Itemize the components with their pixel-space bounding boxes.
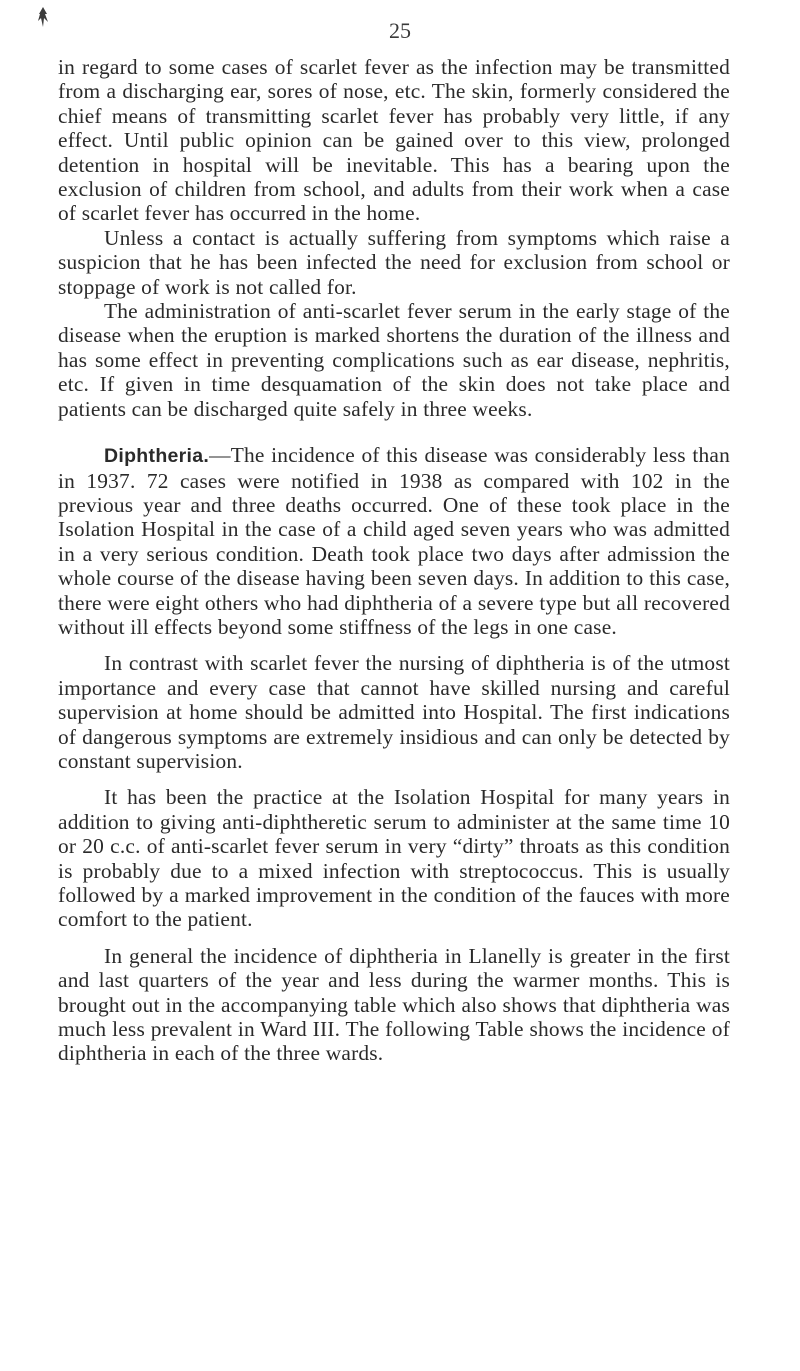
page-number: 25 <box>389 18 411 43</box>
paragraph-anti-scarlet-serum: The administration of anti-scarlet fever serum in the early stage of the disease when the eruption is marked shortens the duration of the illness and has some effect in preventing complications such as ear disease, nephritis, etc. If given in time desquamation of the skin does not take place and patients can be discharged quite safely in three weeks. <box>58 299 730 421</box>
paragraph-diphtheria-nursing: In contrast with scarlet fever the nursing of diphtheria is of the utmost importance and every case that cannot have skilled nursing and careful supervision at home should be admitted into Hospital. The first indications of dangerous symptoms are extremely insidious and can only be detected by constant supervision. <box>58 651 730 773</box>
section-heading-diphtheria: Diphtheria. <box>104 445 210 468</box>
paragraph-diphtheria-incidence-text: —The incidence of this disease was considerably less than in 1937. 72 cases were notified in 1938 as compared with 102 in the previous year and three deaths occurred. One of these took place in the Isolation Hospital in the case of a child aged seven years who was admitted in a very serious condition. Death took place two days after admission the whole course of the disease having been seven days. In addition to this case, there were eight others who had diphtheria of a severe type but all recovered without ill effects beyond some stiffness of the legs in one case. <box>58 443 730 639</box>
paragraph-contact-exclusion: Unless a contact is actually suffering from symptoms which raise a suspicion that he has been infected the need for exclusion from school or stoppage of work is not called for. <box>58 225 730 299</box>
paragraph-llanelly-incidence: In general the incidence of diphtheria in Llanelly is greater in the first and last quarters of the year and less during the warmer months. This is brought out in the accompanying table which also shows that diphtheria was much less prevalent in Ward III. The following Table shows the incidence of diphtheria in each of the three wards. <box>58 943 730 1066</box>
paragraph-scarlet-fever-transmission: in regard to some cases of scarlet fever as the infection may be transmitted from a discharging ear, sores of nose, etc. The skin, formerly considered the chief means of transmitting scarlet fever has probably very little, if any effect. Until public opinion can be gained over to this view, prolonged detention in hospital will be inevitable. This has a bearing upon the exclusion of children from school, and adults from their work when a case of scarlet fever has occurred in the home. <box>58 55 730 226</box>
body-text <box>58 55 730 1066</box>
paragraph-isolation-hospital-practice: It has been the practice at the Isolation Hospital for many years in addition to giving anti-diphtheretic serum to administer at the same time 10 or 20 c.c. of anti-scarlet fever serum in very “dirty” throats as this condition is probably due to a mixed infection with streptococcus. This is usually followed by a marked improvement in the condition of the fauces with more comfort to the patient. <box>58 785 730 932</box>
paragraph-diphtheria-incidence <box>58 443 730 639</box>
